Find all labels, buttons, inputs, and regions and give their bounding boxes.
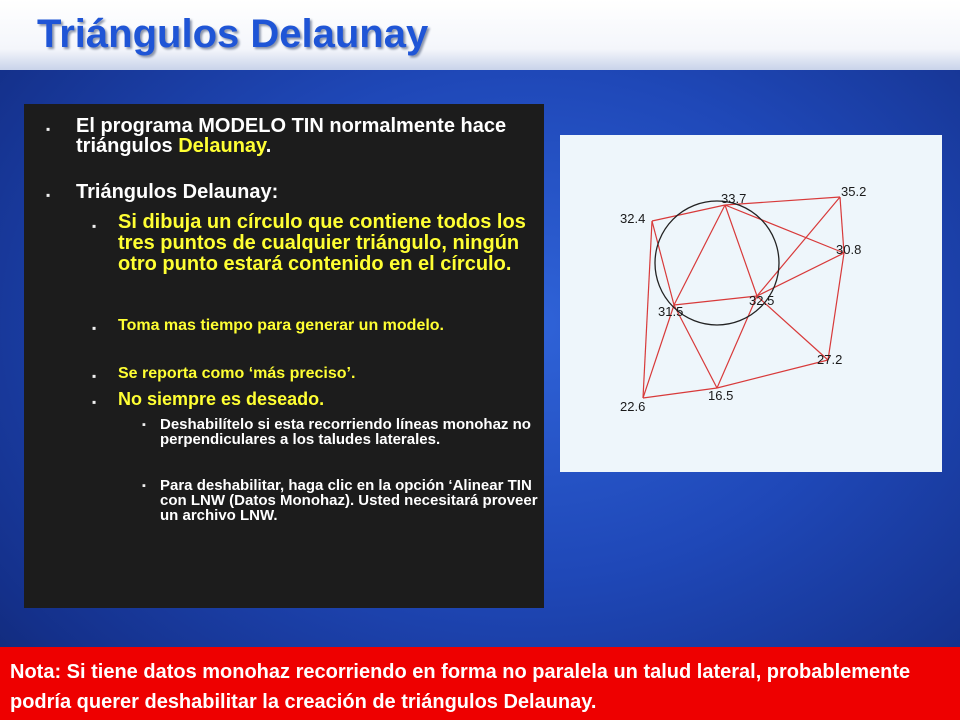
tin-edge [717,360,828,388]
elevation-label: 22.6 [620,399,646,414]
bullet-marker-icon: ▪ [142,419,146,431]
tin-edge [674,205,725,305]
bullet-marker-icon: ▪ [92,219,97,233]
bullet-item [92,364,538,384]
bullet-text: Triángulos Delaunay: [76,181,279,203]
title-bar [0,0,960,70]
bullet-item [142,416,544,448]
tin-edge [725,205,844,253]
bullet-item [92,316,538,336]
bullet-text: Toma mas tiempo para generar un modelo. [118,317,444,334]
bullet-text: No siempre es deseado. [118,389,325,409]
slide-title: Triángulos Delaunay [37,12,429,56]
bullet-text: El programa MODELO TIN normalmente hace triángulos [76,115,507,157]
bullet-text: Para deshabilitar, haga clic en la opción ‘Alinear TIN con LNW (Datos Monohaz). Usted necesitará proveer un archivo LNW. [160,477,538,524]
tin-edge [725,205,757,296]
elevation-label: 27.2 [817,352,843,367]
elevation-label: 16.5 [708,388,734,403]
bullet-marker-icon: ▪ [92,395,97,409]
note-text: Nota: Si tiene datos monohaz recorriendo en forma no paralela un talud lateral, probablemente podría querer deshabilitar la creación de triángulos Delaunay. [10,661,911,713]
bullet-item [46,115,536,157]
bullet-marker-icon: ▪ [92,369,97,383]
triangle-edges [643,197,844,398]
elevation-label: 35.2 [841,184,867,199]
bullet-item [92,211,538,275]
bullet-marker-icon: ▪ [92,321,97,335]
bullet-text: Si dibuja un círculo que contiene todos los tres puntos de cualquier triángulo, ningún otro punto estará contenido en el círculo. [118,211,526,275]
bullet-marker-icon: ▪ [46,122,51,136]
note-box [0,647,960,720]
bullet-text: Deshabilítelo si esta recorriendo líneas monohaz no perpendiculares a los taludes laterales. [160,416,531,448]
bullet-highlight: Delaunay [178,135,266,157]
bullet-marker-icon: ▪ [46,188,51,202]
elevation-label: 32.5 [749,293,775,308]
tin-edge [757,253,844,296]
tin-edge [643,221,652,398]
elevation-label: 31.5 [658,304,684,319]
tin-edge [828,253,844,360]
elevation-label: 33.7 [721,191,747,206]
bullet-panel [24,104,544,608]
bullet-item [92,389,538,409]
bullet-item [142,477,544,524]
elevation-label: 32.4 [620,211,646,226]
bullet-item [46,181,536,203]
bullet-text: Se reporta como ‘más preciso’. [118,365,356,382]
delaunay-figure [560,135,942,472]
bullet-tail: . [265,135,272,157]
elevation-label: 30.8 [836,242,862,257]
tin-edge [717,296,757,388]
tin-edge [674,296,757,305]
bullet-marker-icon: ▪ [142,480,146,492]
tin-diagram [560,135,942,472]
tin-edge [643,388,717,398]
